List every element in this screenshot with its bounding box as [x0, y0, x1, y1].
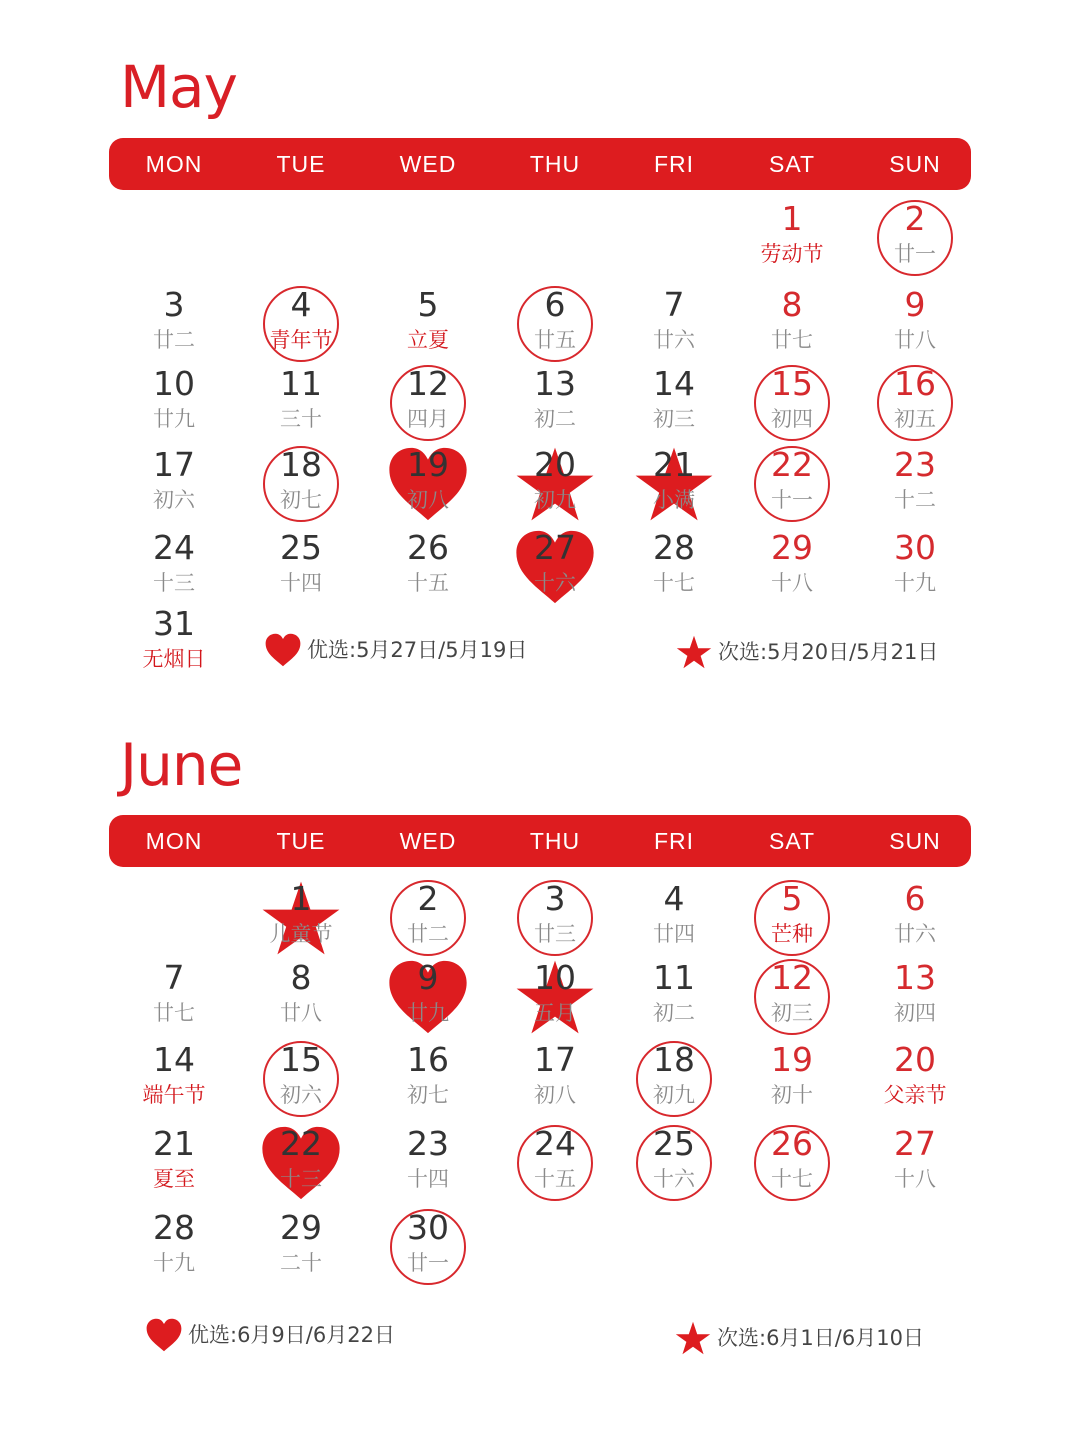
festival-label: 劳动节 — [760, 242, 824, 266]
lunar-date: 儿童节 — [269, 922, 333, 946]
day-number: 3 — [544, 879, 566, 918]
lunar-date: 十六 — [653, 1167, 695, 1191]
festival-label: 无烟日 — [142, 647, 206, 671]
day-cell[interactable] — [732, 957, 852, 1037]
day-cell[interactable] — [855, 878, 975, 958]
day-number: 21 — [653, 445, 695, 484]
day-cell[interactable] — [495, 363, 615, 443]
festival-label: 夏至 — [153, 1167, 195, 1191]
day-cell[interactable] — [241, 284, 361, 364]
day-number: 29 — [771, 528, 813, 567]
day-number: 17 — [153, 445, 195, 484]
lunar-date: 初二 — [653, 1001, 695, 1025]
day-number: 9 — [417, 958, 439, 997]
day-cell[interactable] — [495, 444, 615, 524]
lunar-date: 十九 — [894, 571, 936, 595]
day-number: 5 — [417, 285, 439, 324]
day-number: 18 — [280, 445, 322, 484]
lunar-date: 四月 — [407, 407, 449, 431]
lunar-date: 五月 — [534, 1001, 576, 1025]
weekday-thu: THU — [529, 151, 581, 177]
day-cell[interactable] — [614, 444, 734, 524]
lunar-date: 十三 — [153, 571, 195, 595]
day-cell[interactable] — [495, 1123, 615, 1203]
day-cell[interactable] — [114, 284, 234, 364]
lunar-date: 廿七 — [153, 1001, 195, 1025]
festival-label: 端午节 — [142, 1083, 206, 1107]
day-cell[interactable] — [732, 1123, 852, 1203]
month-title-may: May — [120, 53, 237, 121]
lunar-date: 十三 — [280, 1167, 322, 1191]
day-number: 8 — [781, 285, 803, 324]
day-cell[interactable] — [241, 444, 361, 524]
day-number: 14 — [153, 1040, 195, 1079]
day-number: 19 — [407, 445, 449, 484]
star-icon — [673, 1321, 713, 1355]
day-number: 23 — [894, 445, 936, 484]
day-cell[interactable] — [732, 363, 852, 443]
lunar-date: 十七 — [771, 1167, 813, 1191]
weekday-tue: TUE — [276, 828, 326, 854]
lunar-date: 小满 — [653, 488, 695, 512]
festival-label: 芒种 — [771, 922, 813, 946]
festival-label: 父亲节 — [883, 1083, 947, 1107]
day-number: 13 — [894, 958, 936, 997]
weekday-bar-may — [109, 138, 971, 190]
weekday-sat: SAT — [768, 828, 816, 854]
weekday-tue: TUE — [276, 151, 326, 177]
day-number: 2 — [904, 199, 926, 238]
day-cell[interactable] — [614, 1039, 734, 1119]
legend-alternative-text: 次选:6月1日/6月10日 — [717, 1326, 924, 1350]
day-number: 25 — [653, 1124, 695, 1163]
day-cell[interactable] — [368, 444, 488, 524]
day-cell[interactable] — [614, 284, 734, 364]
festival-label: 立夏 — [407, 328, 449, 352]
lunar-date: 廿一 — [894, 242, 936, 266]
day-number: 23 — [407, 1124, 449, 1163]
lunar-date: 廿四 — [653, 922, 695, 946]
weekday-wed: WED — [399, 151, 457, 177]
weekday-fri: FRI — [653, 151, 695, 177]
day-cell[interactable] — [114, 1123, 234, 1203]
day-number: 12 — [771, 958, 813, 997]
weekday-mon: MON — [145, 151, 203, 177]
heart-icon — [263, 633, 303, 667]
day-number: 17 — [534, 1040, 576, 1079]
day-number: 14 — [653, 364, 695, 403]
legend-alternative-june — [673, 1319, 973, 1359]
day-cell[interactable] — [495, 957, 615, 1037]
day-cell[interactable] — [732, 527, 852, 607]
weekday-sun: SUN — [889, 828, 941, 854]
day-cell[interactable] — [368, 1039, 488, 1119]
lunar-date: 廿一 — [407, 1251, 449, 1275]
legend-preferred-june — [144, 1316, 444, 1356]
day-number: 10 — [153, 364, 195, 403]
day-cell[interactable] — [495, 284, 615, 364]
day-cell[interactable] — [368, 284, 488, 364]
day-number: 8 — [290, 958, 312, 997]
lunar-date: 十四 — [280, 571, 322, 595]
weekday-sat: SAT — [768, 151, 816, 177]
lunar-date: 十五 — [534, 1167, 576, 1191]
lunar-date: 廿二 — [153, 328, 195, 352]
weekday-bar-june — [109, 815, 971, 867]
day-number: 26 — [407, 528, 449, 567]
day-number: 28 — [153, 1208, 195, 1247]
lunar-date: 十八 — [771, 571, 813, 595]
lunar-date: 初四 — [771, 407, 813, 431]
lunar-date: 廿八 — [894, 328, 936, 352]
lunar-date: 初三 — [771, 1001, 813, 1025]
day-number: 1 — [781, 199, 803, 238]
day-cell[interactable] — [855, 527, 975, 607]
day-cell[interactable] — [614, 878, 734, 958]
day-cell[interactable] — [855, 363, 975, 443]
lunar-date: 初三 — [653, 407, 695, 431]
lunar-date: 廿六 — [894, 922, 936, 946]
weekday-sun: SUN — [889, 151, 941, 177]
day-number: 16 — [894, 364, 936, 403]
lunar-date: 初八 — [407, 488, 449, 512]
lunar-date: 廿二 — [407, 922, 449, 946]
day-number: 19 — [771, 1040, 813, 1079]
weekday-wed: WED — [399, 828, 457, 854]
legend-alternative-may — [674, 633, 974, 673]
lunar-date: 初九 — [534, 488, 576, 512]
day-number: 12 — [407, 364, 449, 403]
day-number: 7 — [663, 285, 685, 324]
day-cell[interactable] — [241, 957, 361, 1037]
lunar-date: 二十 — [280, 1251, 322, 1275]
day-cell[interactable] — [241, 1039, 361, 1119]
lunar-date: 廿七 — [771, 328, 813, 352]
legend-alternative-text: 次选:5月20日/5月21日 — [718, 640, 939, 664]
lunar-date: 三十 — [280, 407, 322, 431]
day-cell[interactable] — [241, 1207, 361, 1287]
day-number: 15 — [280, 1040, 322, 1079]
lunar-date: 廿九 — [153, 407, 195, 431]
lunar-date: 十七 — [653, 571, 695, 595]
day-number: 4 — [290, 285, 312, 324]
day-cell[interactable] — [368, 878, 488, 958]
day-cell[interactable] — [368, 363, 488, 443]
day-cell[interactable] — [614, 363, 734, 443]
day-cell[interactable] — [855, 1039, 975, 1119]
day-cell[interactable] — [114, 1207, 234, 1287]
lunar-date: 初九 — [653, 1083, 695, 1107]
day-cell[interactable] — [855, 957, 975, 1037]
day-number: 10 — [534, 958, 576, 997]
day-number: 31 — [153, 604, 195, 643]
day-number: 6 — [544, 285, 566, 324]
lunar-date: 十一 — [771, 488, 813, 512]
day-number: 18 — [653, 1040, 695, 1079]
day-number: 5 — [781, 879, 803, 918]
day-cell[interactable] — [732, 878, 852, 958]
day-cell[interactable] — [732, 444, 852, 524]
day-number: 9 — [904, 285, 926, 324]
day-number: 11 — [280, 364, 322, 403]
day-number: 26 — [771, 1124, 813, 1163]
day-cell[interactable] — [114, 527, 234, 607]
day-number: 1 — [290, 879, 312, 918]
day-cell[interactable] — [855, 198, 975, 278]
lunar-date: 十六 — [534, 571, 576, 595]
day-number: 2 — [417, 879, 439, 918]
day-cell[interactable] — [855, 444, 975, 524]
day-cell[interactable] — [241, 878, 361, 958]
day-number: 30 — [407, 1208, 449, 1247]
day-cell[interactable] — [495, 527, 615, 607]
lunar-date: 初二 — [534, 407, 576, 431]
star-icon — [674, 635, 714, 669]
day-cell[interactable] — [368, 1123, 488, 1203]
festival-label: 青年节 — [269, 328, 333, 352]
day-cell[interactable] — [495, 878, 615, 958]
day-number: 15 — [771, 364, 813, 403]
day-cell[interactable] — [368, 527, 488, 607]
lunar-date: 廿九 — [407, 1001, 449, 1025]
day-number: 28 — [653, 528, 695, 567]
heart-icon — [144, 1318, 184, 1352]
day-number: 25 — [280, 528, 322, 567]
lunar-date: 十五 — [407, 571, 449, 595]
day-number: 21 — [153, 1124, 195, 1163]
lunar-date: 十四 — [407, 1167, 449, 1191]
day-cell[interactable] — [855, 284, 975, 364]
day-cell[interactable] — [241, 1123, 361, 1203]
day-cell[interactable] — [114, 603, 234, 683]
day-number: 4 — [663, 879, 685, 918]
day-number: 29 — [280, 1208, 322, 1247]
weekday-thu: THU — [529, 828, 581, 854]
legend-preferred-text: 优选:6月9日/6月22日 — [188, 1323, 395, 1347]
day-cell[interactable] — [495, 1039, 615, 1119]
day-number: 7 — [163, 958, 185, 997]
day-cell[interactable] — [241, 363, 361, 443]
lunar-date: 十九 — [153, 1251, 195, 1275]
lunar-date: 初六 — [280, 1083, 322, 1107]
lunar-date: 初七 — [407, 1083, 449, 1107]
weekday-fri: FRI — [653, 828, 695, 854]
day-cell[interactable] — [614, 527, 734, 607]
day-number: 27 — [894, 1124, 936, 1163]
month-title-june: June — [120, 731, 243, 799]
lunar-date: 廿三 — [534, 922, 576, 946]
day-cell[interactable] — [368, 1207, 488, 1287]
day-number: 27 — [534, 528, 576, 567]
day-cell[interactable] — [114, 444, 234, 524]
day-cell[interactable] — [732, 284, 852, 364]
day-cell[interactable] — [114, 1039, 234, 1119]
lunar-date: 十二 — [894, 488, 936, 512]
day-number: 24 — [153, 528, 195, 567]
lunar-date: 初七 — [280, 488, 322, 512]
legend-preferred-may — [263, 631, 563, 671]
lunar-date: 十八 — [894, 1167, 936, 1191]
day-number: 22 — [771, 445, 813, 484]
lunar-date: 廿五 — [534, 328, 576, 352]
day-number: 22 — [280, 1124, 322, 1163]
day-cell[interactable] — [241, 527, 361, 607]
lunar-date: 初十 — [771, 1083, 813, 1107]
day-cell[interactable] — [114, 363, 234, 443]
day-number: 3 — [163, 285, 185, 324]
day-cell[interactable] — [368, 957, 488, 1037]
day-cell[interactable] — [732, 1039, 852, 1119]
legend-preferred-text: 优选:5月27日/5月19日 — [307, 638, 528, 662]
day-number: 16 — [407, 1040, 449, 1079]
day-number: 24 — [534, 1124, 576, 1163]
weekday-mon: MON — [145, 828, 203, 854]
day-number: 13 — [534, 364, 576, 403]
day-cell[interactable] — [732, 198, 852, 278]
lunar-date: 初八 — [534, 1083, 576, 1107]
day-cell[interactable] — [614, 957, 734, 1037]
day-cell[interactable] — [855, 1123, 975, 1203]
day-number: 6 — [904, 879, 926, 918]
day-number: 11 — [653, 958, 695, 997]
day-number: 20 — [894, 1040, 936, 1079]
day-number: 20 — [534, 445, 576, 484]
lunar-date: 初六 — [153, 488, 195, 512]
lunar-date: 初四 — [894, 1001, 936, 1025]
lunar-date: 廿八 — [280, 1001, 322, 1025]
lunar-date: 初五 — [894, 407, 936, 431]
lunar-date: 廿六 — [653, 328, 695, 352]
day-cell[interactable] — [114, 957, 234, 1037]
day-cell[interactable] — [614, 1123, 734, 1203]
day-number: 30 — [894, 528, 936, 567]
